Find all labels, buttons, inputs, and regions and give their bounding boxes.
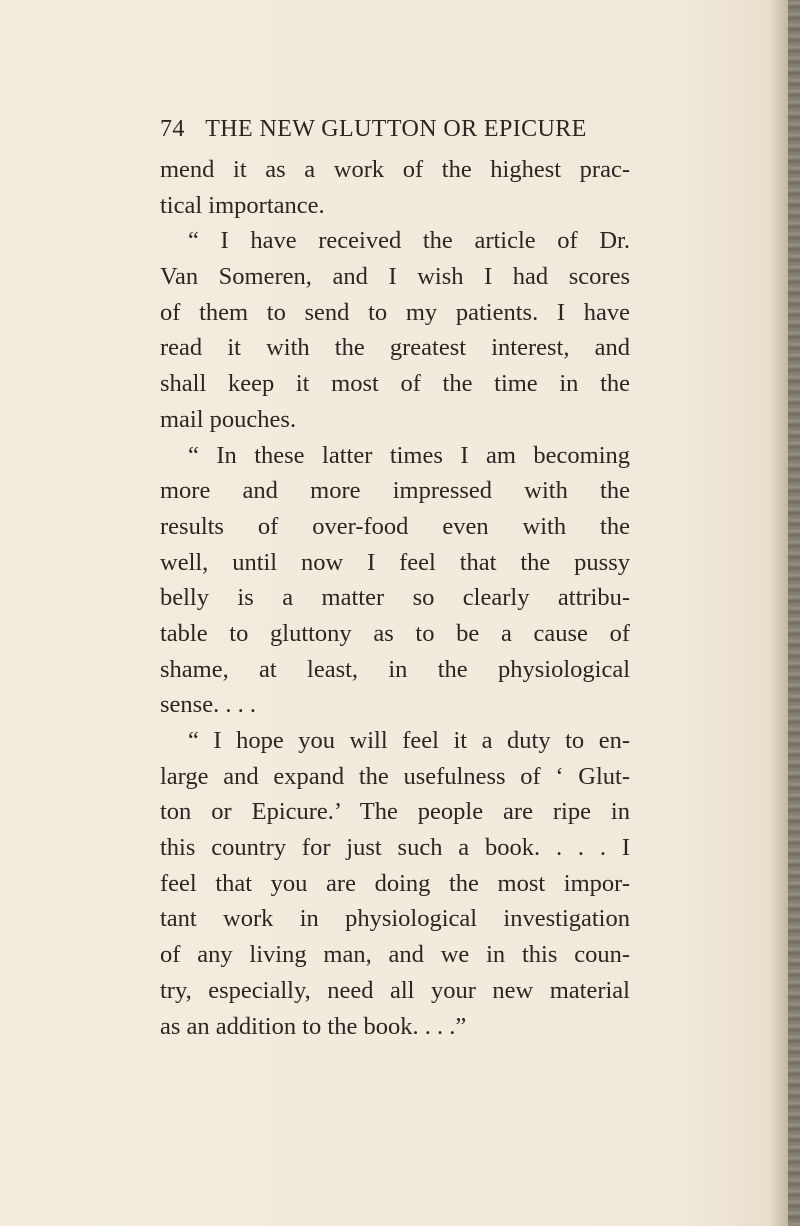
text-line: sense. . . . [160, 691, 256, 719]
text-line: this country for just such a book. . . . I [160, 834, 630, 862]
text-line: well, until now I feel that the pussy [160, 548, 630, 576]
text-line: of them to send to my patients. I have [160, 298, 630, 326]
text-line: shall keep it most of the time in the [160, 370, 630, 398]
text-line: large and expand the usefulness of ‘ Glut- [160, 762, 630, 790]
body-text [160, 152, 630, 1044]
page-number: 74 [160, 116, 185, 142]
text-line: feel that you are doing the most impor- [160, 869, 630, 897]
page-header [160, 112, 630, 146]
running-head: THE NEW GLUTTON OR EPICURE [205, 116, 587, 142]
text-line: more and more impressed with the [160, 477, 630, 505]
text-line: “ In these latter times I am becoming [188, 441, 630, 469]
text-line: ton or Epicure.’ The people are ripe in [160, 798, 630, 826]
text-line: try, especially, need all your new material [160, 976, 630, 1004]
text-line: of any living man, and we in this coun- [160, 941, 630, 969]
text-line: Van Someren, and I wish I had scores [160, 263, 630, 291]
text-line: read it with the greatest interest, and [160, 334, 630, 362]
text-line: tical importance. [160, 191, 325, 219]
text-line: as an addition to the book. . . .” [160, 1012, 467, 1040]
text-line: “ I hope you will feel it a duty to en- [188, 727, 630, 754]
text-line: results of over-food even with the [160, 512, 630, 540]
page-edge-shadow [770, 0, 788, 1226]
text-line: “ I have received the article of Dr. [188, 227, 630, 255]
text-line: belly is a matter so clearly attribu- [160, 584, 630, 612]
page-edge [788, 0, 800, 1226]
text-line: shame, at least, in the physiological [160, 655, 630, 683]
text-line: mail pouches. [160, 405, 297, 433]
text-line: mend it as a work of the highest prac- [160, 156, 630, 183]
text-line: tant work in physiological investigation [160, 905, 630, 933]
text-line: table to gluttony as to be a cause of [160, 619, 630, 647]
